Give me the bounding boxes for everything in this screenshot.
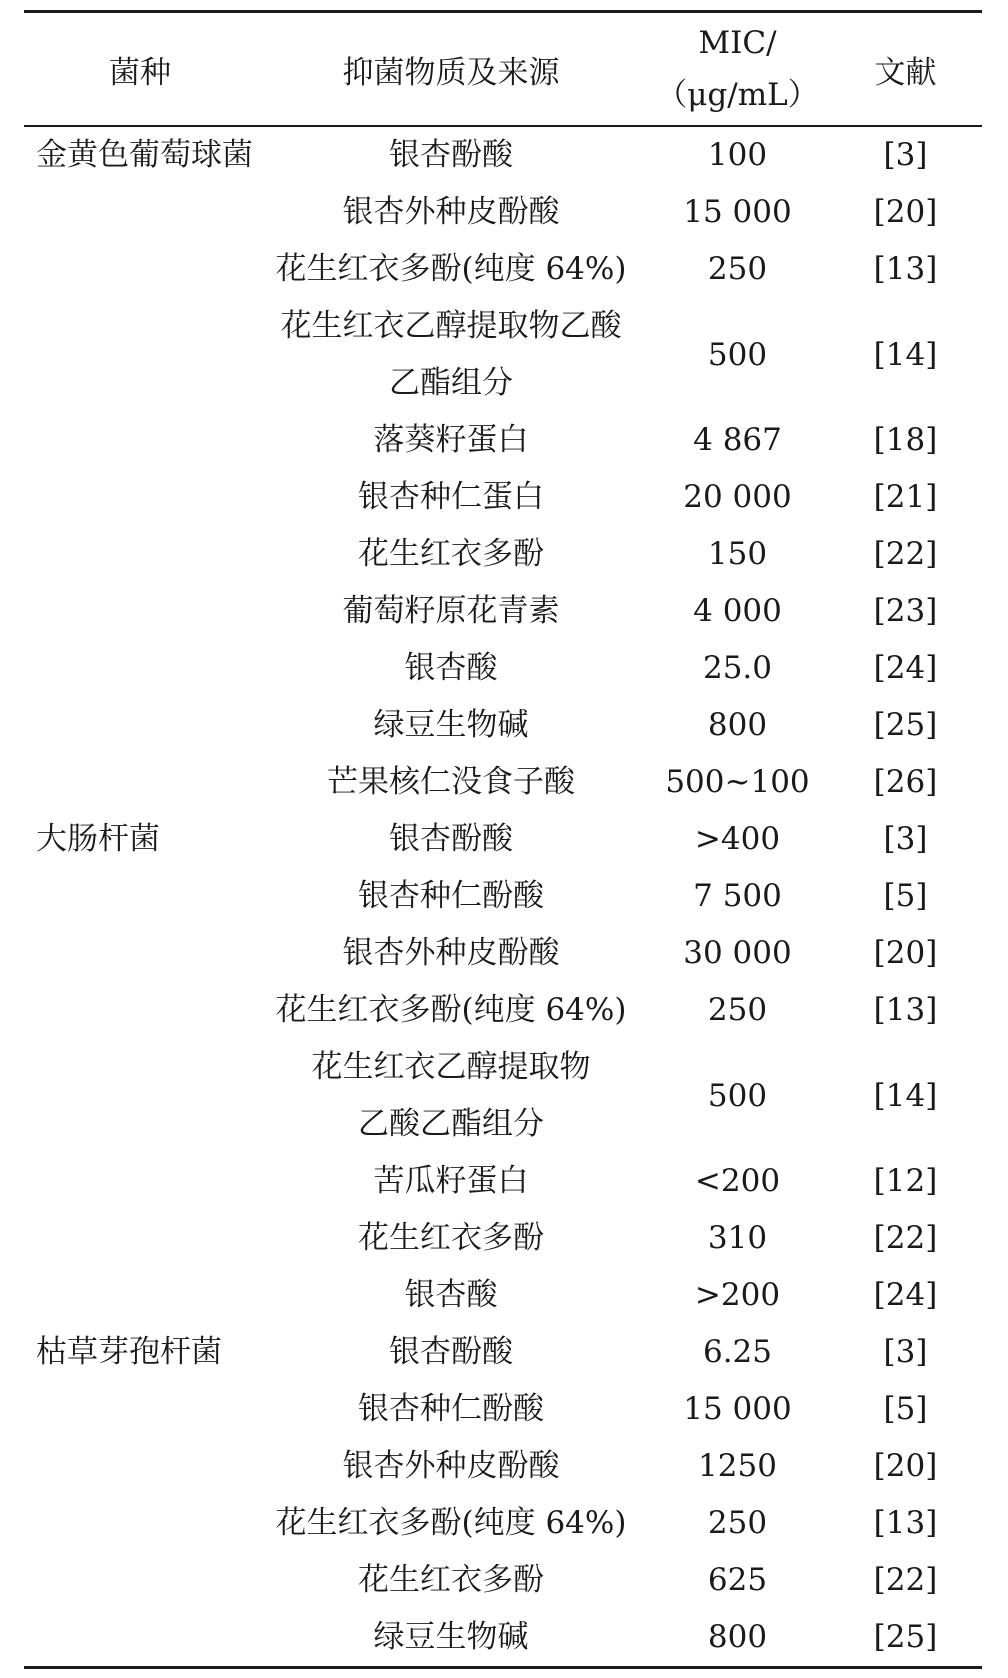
cell-mic: 250 [707, 251, 768, 287]
table-row [24, 640, 982, 697]
cell-reference: [24] [873, 1277, 938, 1313]
cell-mic: 100 [707, 137, 768, 173]
table-row [24, 1039, 982, 1153]
table-row [24, 811, 982, 868]
cell-mic: 15 000 [683, 1391, 792, 1427]
table-row [24, 298, 982, 412]
table-header-row [24, 12, 982, 127]
cell-substance: 银杏酸 [404, 650, 498, 686]
cell-reference: [20] [873, 194, 938, 230]
table-row [24, 868, 982, 925]
cell-species [24, 526, 256, 583]
cell-mic: <200 [694, 1163, 781, 1199]
cell-substance: 银杏外种皮酚酸 [342, 1448, 560, 1484]
cell-reference: [22] [873, 1562, 938, 1598]
cell-reference: [24] [873, 650, 938, 686]
cell-reference: [25] [829, 1609, 982, 1668]
header-mic-line1: MIC/ [698, 25, 777, 61]
cell-reference: [22] [873, 536, 938, 572]
table-row [24, 1381, 982, 1438]
cell-species [24, 697, 256, 754]
cell-mic: 500 [707, 1077, 768, 1114]
cell-mic: 800 [707, 707, 768, 743]
table-row [24, 1153, 982, 1210]
table-row [24, 469, 982, 526]
cell-mic: 250 [707, 992, 768, 1028]
table-row [24, 1210, 982, 1267]
cell-substance: 葡萄籽原花青素 [342, 593, 560, 629]
header-mic-line2: （μg/mL） [656, 77, 819, 113]
cell-substance [256, 298, 646, 412]
cell-mic: 310 [707, 1220, 768, 1256]
cell-substance: 银杏种仁蛋白 [358, 479, 544, 515]
cell-substance: 银杏酚酸 [389, 821, 513, 857]
table-row [24, 1267, 982, 1324]
cell-species [24, 1153, 256, 1210]
header-species: 菌种 [24, 12, 256, 127]
table-row [24, 1495, 982, 1552]
table-row [24, 526, 982, 583]
cell-substance: 银杏酚酸 [389, 137, 513, 173]
cell-mic: 6.25 [702, 1334, 773, 1370]
cell-substance: 花生红衣多酚 [358, 1220, 544, 1256]
cell-reference: [14] [873, 336, 938, 373]
cell-species [24, 1609, 256, 1668]
cell-species [24, 583, 256, 640]
table-row [24, 126, 982, 184]
cell-species [24, 1039, 256, 1153]
cell-species [24, 982, 256, 1039]
cell-reference: [14] [873, 1077, 938, 1114]
table-row [24, 982, 982, 1039]
cell-substance: 花生红衣多酚 [358, 536, 544, 572]
cell-mic: 20 000 [683, 479, 792, 515]
cell-species [24, 469, 256, 526]
table-row [24, 925, 982, 982]
table-row [24, 184, 982, 241]
cell-mic: 625 [707, 1562, 768, 1598]
cell-species [24, 868, 256, 925]
cell-substance: 落葵籽蛋白 [373, 422, 529, 458]
cell-species [24, 1552, 256, 1609]
table-row [24, 1552, 982, 1609]
cell-reference: [20] [873, 1448, 938, 1484]
cell-species [24, 1495, 256, 1552]
cell-reference: [12] [873, 1163, 938, 1199]
cell-reference: [13] [873, 251, 938, 287]
cell-substance: 银杏外种皮酚酸 [342, 194, 560, 230]
cell-substance: 银杏种仁酚酸 [358, 1391, 544, 1427]
cell-species [24, 184, 256, 241]
cell-mic: 7 500 [693, 878, 782, 914]
cell-mic: 500 [707, 336, 768, 373]
cell-reference: [3] [883, 137, 928, 173]
table-row [24, 754, 982, 811]
cell-mic: >400 [694, 821, 781, 857]
cell-reference: [5] [883, 878, 928, 914]
cell-substance-line1: 花生红衣乙醇提取物乙酸 [280, 308, 622, 344]
cell-species: 大肠杆菌 [36, 821, 160, 857]
cell-substance: 苦瓜籽蛋白 [373, 1163, 529, 1199]
table-row [24, 1324, 982, 1381]
header-substance: 抑菌物质及来源 [256, 12, 646, 127]
table-row [24, 697, 982, 754]
cell-species [24, 925, 256, 982]
cell-species [24, 298, 256, 412]
cell-reference: [5] [883, 1391, 928, 1427]
cell-reference: [25] [873, 707, 938, 743]
cell-mic: 30 000 [683, 935, 792, 971]
cell-reference: [3] [883, 1334, 928, 1370]
table-row [24, 241, 982, 298]
cell-substance: 绿豆生物碱 [256, 1609, 646, 1668]
cell-mic: 25.0 [702, 650, 773, 686]
cell-reference: [13] [873, 1505, 938, 1541]
cell-mic: 150 [707, 536, 768, 572]
cell-species [24, 640, 256, 697]
cell-mic: 1250 [698, 1448, 777, 1484]
cell-reference: [18] [873, 422, 938, 458]
cell-species [24, 241, 256, 298]
cell-reference: [13] [873, 992, 938, 1028]
table-row [24, 583, 982, 640]
cell-species: 枯草芽孢杆菌 [36, 1334, 222, 1370]
cell-substance [256, 1039, 646, 1153]
cell-species [24, 1210, 256, 1267]
cell-mic: 500~100 [665, 764, 810, 800]
cell-substance: 银杏酚酸 [389, 1334, 513, 1370]
mic-table [24, 10, 982, 1669]
cell-mic: 15 000 [683, 194, 792, 230]
cell-reference: [3] [883, 821, 928, 857]
cell-substance: 花生红衣多酚(纯度 64%) [275, 251, 627, 287]
table-row [24, 1438, 982, 1495]
cell-reference: [23] [873, 593, 938, 629]
cell-species [24, 412, 256, 469]
cell-reference: [26] [873, 764, 938, 800]
cell-species [24, 754, 256, 811]
cell-species: 金黄色葡萄球菌 [36, 137, 253, 173]
cell-species [24, 1438, 256, 1495]
cell-substance: 花生红衣多酚 [358, 1562, 544, 1598]
cell-mic: >200 [694, 1277, 781, 1313]
cell-substance: 花生红衣多酚(纯度 64%) [275, 1505, 627, 1541]
cell-substance-line2: 乙酸乙酯组分 [358, 1106, 544, 1142]
cell-substance: 花生红衣多酚(纯度 64%) [275, 992, 627, 1028]
cell-reference: [22] [873, 1220, 938, 1256]
cell-substance-line2: 乙酯组分 [389, 365, 513, 401]
cell-reference: [20] [873, 935, 938, 971]
table-row [24, 1609, 982, 1668]
cell-substance: 芒果核仁没食子酸 [327, 764, 575, 800]
cell-substance: 绿豆生物碱 [373, 707, 529, 743]
cell-substance: 银杏酸 [404, 1277, 498, 1313]
cell-reference: [21] [873, 479, 938, 515]
table-row [24, 412, 982, 469]
table-body [24, 126, 982, 1668]
cell-mic: 250 [707, 1505, 768, 1541]
cell-substance-line1: 花生红衣乙醇提取物 [311, 1049, 591, 1085]
cell-substance: 银杏外种皮酚酸 [342, 935, 560, 971]
cell-mic: 4 867 [693, 422, 782, 458]
cell-species [24, 1381, 256, 1438]
header-mic [646, 12, 829, 127]
cell-mic: 800 [646, 1609, 829, 1668]
header-reference: 文献 [829, 12, 982, 127]
cell-species [24, 1267, 256, 1324]
cell-substance: 银杏种仁酚酸 [358, 878, 544, 914]
cell-mic: 4 000 [693, 593, 782, 629]
